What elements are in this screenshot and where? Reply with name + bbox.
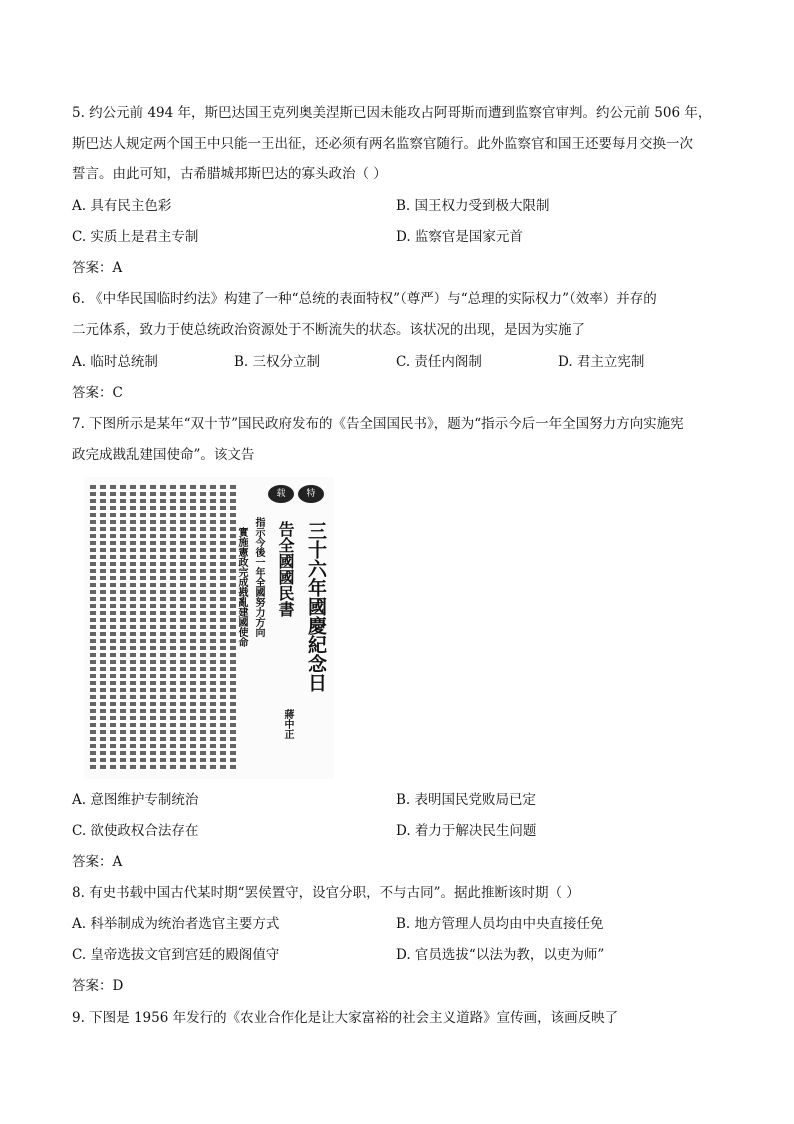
q7-answer: 答案：A — [72, 854, 123, 870]
q7-stem-line-2: 政完成戡乱建国使命”。该文告 — [72, 447, 255, 463]
q5-option-a: A. 具有民主色彩 — [72, 198, 172, 214]
q8-answer: 答案：D — [72, 978, 124, 994]
q6-option-d: D. 君主立宪制 — [558, 354, 645, 370]
q6-option-a: A. 临时总统制 — [72, 354, 158, 370]
heading-1: 指示今後一年全國努力方向 — [253, 517, 264, 637]
q6-stem-line-1: 6. 《中华民国临时约法》构建了一种“总统的表面特权”（尊严）与“总理的实际权力”（效率）并存的 — [72, 291, 657, 307]
q8-option-c: C. 皇帝选拔文官到宫廷的殿阁值守 — [72, 947, 280, 963]
heading-2: 實施憲政完成戡亂建國使命 — [236, 527, 247, 647]
q9-stem-line-1: 9. 下图是 1956 年发行的《农业合作化是让大家富裕的社会主义道路》宣传画，该画反映了 — [72, 1010, 619, 1026]
q8-option-d: D. 官员选拔“以法为教，以吏为师” — [396, 947, 605, 963]
q5-option-c: C. 实质上是君主专制 — [72, 229, 199, 245]
q7-option-b: B. 表明国民党败局已定 — [396, 792, 537, 808]
q5-stem-line-2: 斯巴达人规定两个国王中只能一王出征，还必须有两名监察官随行。此外监察官和国王还要每月交换一次 — [72, 136, 693, 152]
q5-option-d: D. 监察官是国家元首 — [396, 229, 523, 245]
newspaper-clipping-image — [84, 477, 334, 779]
q7-stem-line-1: 7. 下图所示是某年“双十节”国民政府发布的《告全国国民书》，题为“指示今后一年全国努力方向实施宪 — [72, 416, 684, 432]
q8-option-b: B. 地方管理人员均由中央直接任免 — [396, 916, 604, 932]
q7-option-a: A. 意图维护专制统治 — [72, 792, 199, 808]
q5-answer: 答案：A — [72, 260, 123, 276]
seal-te: 特 — [298, 485, 324, 503]
q6-option-c: C. 责任内阁制 — [396, 354, 482, 370]
q6-answer: 答案：C — [72, 385, 123, 401]
q7-option-c: C. 欲使政权合法存在 — [72, 823, 199, 839]
seal-zai: 载 — [268, 485, 294, 503]
q6-option-b: B. 三权分立制 — [234, 354, 321, 370]
q8-option-a: A. 科举制成为统治者选官主要方式 — [72, 916, 280, 932]
q6-stem-line-2: 二元体系，致力于使总统政治资源处于不断流失的状态。该状况的出现，是因为实施了 — [72, 322, 585, 338]
q5-option-b: B. 国王权力受到极大限制 — [396, 198, 550, 214]
q5-stem-line-1: 5. 约公元前 494 年，斯巴达国王克列奥美涅斯已因未能攻占阿哥斯而遭到监察官审判。约公元前 506 年， — [72, 105, 712, 121]
q8-stem-line-1: 8. 有史书载中国古代某时期“罢侯置守，设官分职，不与古同”。据此推断该时期（ ） — [72, 885, 580, 901]
clipping-signature: 蔣中正 — [282, 709, 293, 739]
clipping-title: 三十六年國慶紀念日 — [305, 521, 327, 692]
clipping-subtitle: 告全國國民書 — [276, 521, 295, 617]
q7-option-d: D. 着力于解决民生问题 — [396, 823, 537, 839]
q5-stem-line-3: 誓言。由此可知，古希腊城邦斯巴达的寡头政治（ ） — [72, 166, 387, 182]
